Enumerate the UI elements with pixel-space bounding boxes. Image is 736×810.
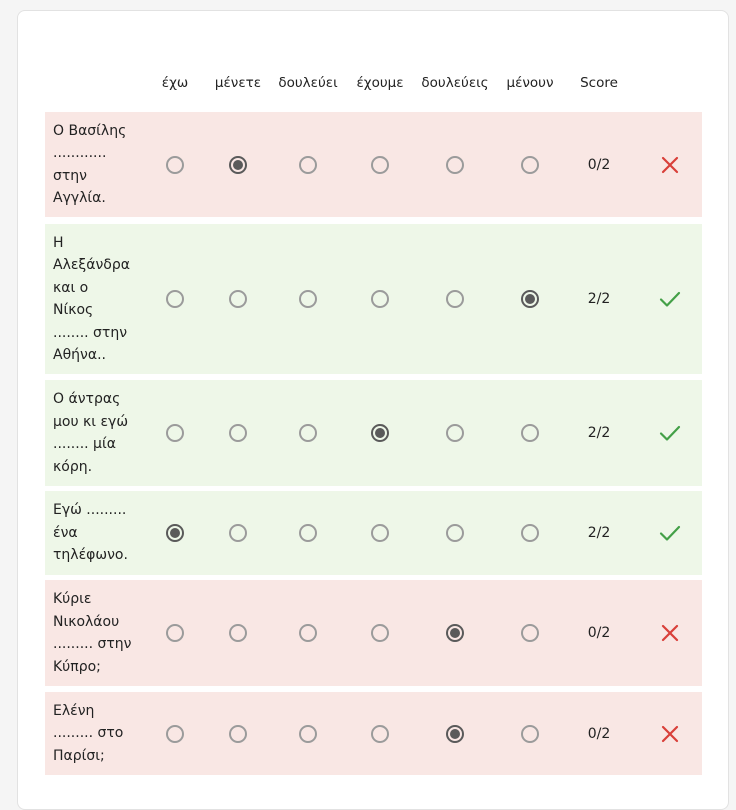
question-text bbox=[53, 580, 143, 686]
question-line: ........ μία bbox=[53, 436, 116, 452]
answer-radio-5[interactable] bbox=[446, 624, 464, 642]
answer-radio-1[interactable] bbox=[166, 424, 184, 442]
answer-radio-2[interactable] bbox=[229, 290, 247, 308]
answer-radio-2[interactable] bbox=[229, 524, 247, 542]
row-score: 2/2 bbox=[587, 291, 611, 307]
answer-radio-3[interactable] bbox=[299, 424, 317, 442]
column-header-3: δουλεύει bbox=[278, 75, 338, 91]
answer-radio-3[interactable] bbox=[299, 624, 317, 642]
row-score: 0/2 bbox=[587, 625, 611, 641]
answer-radio-1[interactable] bbox=[166, 524, 184, 542]
check-icon bbox=[659, 422, 681, 444]
answer-radio-3[interactable] bbox=[299, 156, 317, 174]
answer-radio-5[interactable] bbox=[446, 156, 464, 174]
column-header-4: έχουμε bbox=[356, 75, 404, 91]
question-text bbox=[53, 224, 143, 374]
column-header-5: δουλεύεις bbox=[421, 75, 489, 91]
question-line: ......... στην bbox=[53, 636, 132, 652]
question-row bbox=[45, 580, 702, 686]
column-header-1: έχω bbox=[161, 75, 189, 91]
question-line: ένα bbox=[53, 524, 78, 541]
answer-radio-5[interactable] bbox=[446, 290, 464, 308]
row-score: 2/2 bbox=[587, 425, 611, 441]
question-row bbox=[45, 692, 702, 775]
question-text bbox=[53, 112, 143, 217]
column-header-row bbox=[0, 74, 736, 94]
question-line: Κύπρο; bbox=[53, 658, 101, 675]
question-line: ........ στην bbox=[53, 324, 128, 341]
answer-radio-1[interactable] bbox=[166, 624, 184, 642]
column-header-6: μένουν bbox=[506, 75, 554, 91]
answer-radio-4[interactable] bbox=[371, 156, 389, 174]
answer-radio-2[interactable] bbox=[229, 424, 247, 442]
question-line: Κύριε bbox=[53, 591, 92, 607]
question-line: Νίκος bbox=[53, 302, 94, 318]
question-row bbox=[45, 491, 702, 575]
question-line: Νικολάου bbox=[53, 613, 120, 630]
question-line: κόρη. bbox=[53, 458, 93, 475]
question-row bbox=[45, 224, 702, 374]
question-line: Αγγλία. bbox=[53, 190, 106, 206]
answer-radio-6[interactable] bbox=[521, 424, 539, 442]
answer-radio-1[interactable] bbox=[166, 725, 184, 743]
question-line: Ο άντρας bbox=[53, 391, 121, 407]
question-line: Εγώ ......... bbox=[53, 502, 127, 519]
cross-icon bbox=[659, 622, 681, 644]
question-text bbox=[53, 692, 143, 775]
answer-radio-3[interactable] bbox=[299, 290, 317, 308]
answer-radio-3[interactable] bbox=[299, 725, 317, 743]
row-score: 0/2 bbox=[587, 156, 611, 173]
answer-radio-4[interactable] bbox=[371, 424, 389, 442]
answer-radio-4[interactable] bbox=[371, 624, 389, 642]
question-line: ............ bbox=[53, 145, 107, 161]
answer-radio-1[interactable] bbox=[166, 156, 184, 174]
answer-radio-2[interactable] bbox=[229, 156, 247, 174]
question-line: Ελένη bbox=[53, 702, 95, 719]
answer-radio-6[interactable] bbox=[521, 725, 539, 743]
row-score: 0/2 bbox=[587, 725, 611, 742]
answer-radio-4[interactable] bbox=[371, 290, 389, 308]
column-header-2: μένετε bbox=[214, 75, 262, 91]
answer-radio-6[interactable] bbox=[521, 524, 539, 542]
answer-radio-3[interactable] bbox=[299, 524, 317, 542]
answer-radio-1[interactable] bbox=[166, 290, 184, 308]
question-line: ......... στο bbox=[53, 725, 124, 742]
answer-radio-6[interactable] bbox=[521, 624, 539, 642]
check-icon bbox=[659, 288, 681, 310]
question-line: μου κι εγώ bbox=[53, 413, 129, 430]
question-line: Η bbox=[53, 234, 64, 251]
cross-icon bbox=[659, 154, 681, 176]
question-line: Αθήνα.. bbox=[53, 347, 106, 363]
question-text bbox=[53, 380, 143, 486]
question-line: Ο Βασίλης bbox=[53, 122, 127, 139]
row-score: 2/2 bbox=[587, 525, 611, 541]
answer-radio-5[interactable] bbox=[446, 725, 464, 743]
question-row bbox=[45, 380, 702, 486]
check-icon bbox=[659, 522, 681, 544]
question-text bbox=[53, 491, 143, 575]
answer-radio-6[interactable] bbox=[521, 156, 539, 174]
question-line: Αλεξάνδρα bbox=[53, 257, 130, 273]
cross-icon bbox=[659, 723, 681, 745]
score-header: Score bbox=[580, 75, 618, 91]
answer-radio-5[interactable] bbox=[446, 424, 464, 442]
answer-radio-6[interactable] bbox=[521, 290, 539, 308]
answer-radio-5[interactable] bbox=[446, 524, 464, 542]
question-line: Παρίσι; bbox=[53, 747, 105, 764]
answer-radio-2[interactable] bbox=[229, 624, 247, 642]
question-row bbox=[45, 112, 702, 217]
question-line: στην bbox=[53, 167, 87, 184]
question-line: και ο bbox=[53, 279, 89, 296]
question-line: τηλέφωνο. bbox=[53, 547, 128, 564]
answer-radio-4[interactable] bbox=[371, 725, 389, 743]
answer-radio-2[interactable] bbox=[229, 725, 247, 743]
answer-radio-4[interactable] bbox=[371, 524, 389, 542]
